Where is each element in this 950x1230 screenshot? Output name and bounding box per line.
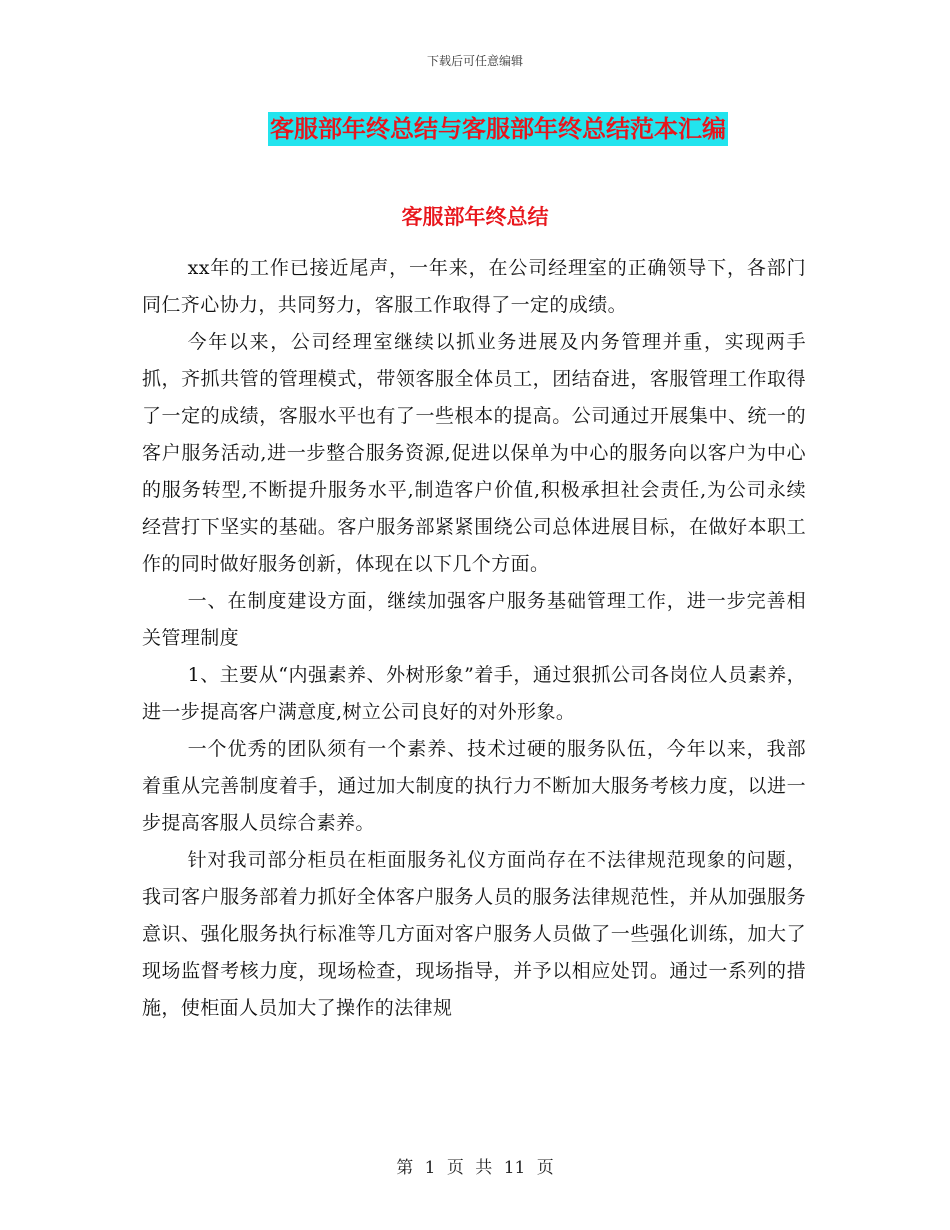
main-title-container xyxy=(0,112,950,146)
paragraph: 1、主要从“内强素养、外树形象”着手，通过狠抓公司各岗位人员素养，进一步提高客户满意度,树立公司良好的对外形象。 xyxy=(142,664,806,723)
section-title: 客服部年终总结 xyxy=(401,204,549,229)
paragraph: 今年以来，公司经理室继续以抓业务进展及内务管理并重，实现两手抓，齐抓共管的管理模式，带领客服全体员工，团结奋进，客服管理工作取得了一定的成绩，客服水平也有了一些根本的提高。公司通过开展集中、统一的客户服务活动,进一步整合服务资源,促进以保单为中心的服务向以客户为中心的服务转型,不断提升服务水平,制造客户价值,积极承担社会责任,为公司永续经营打下坚实的基础。客户服务部紧紧围绕公司总体进展目标，在做好本职工作的同时做好服务创新，体现在以下几个方面。 xyxy=(142,331,806,575)
paragraph: xx年的工作已接近尾声，一年来，在公司经理室的正确领导下，各部门同仁齐心协力，共同努力，客服工作取得了一定的成绩。 xyxy=(142,257,806,316)
paragraph: 一个优秀的团队须有一个素养、技术过硬的服务队伍，今年以来，我部着重从完善制度着手，通过加大制度的执行力不断加大服务考核力度，以进一步提高客服人员综合素养。 xyxy=(142,738,806,834)
page-number: 第 1 页 共 11 页 xyxy=(396,1158,554,1178)
paragraph: 一、在制度建设方面，继续加强客户服务基础管理工作，进一步完善相关管理制度 xyxy=(142,590,806,649)
main-title: 客服部年终总结与客服部年终总结范本汇编 xyxy=(268,112,728,146)
header-note: 下载后可任意编辑 xyxy=(426,54,523,68)
document-body xyxy=(142,250,806,1027)
paragraph: 针对我司部分柜员在柜面服务礼仪方面尚存在不法律规范现象的问题，我司客户服务部着力抓好全体客户服务人员的服务法律规范性，并从加强服务意识、强化服务执行标准等几方面对客户服务人员做了一些强化训练，加大了现场监督考核力度，现场检查，现场指导，并予以相应处罚。通过一系列的措施，使柜面人员加大了操作的法律规 xyxy=(142,849,806,1019)
